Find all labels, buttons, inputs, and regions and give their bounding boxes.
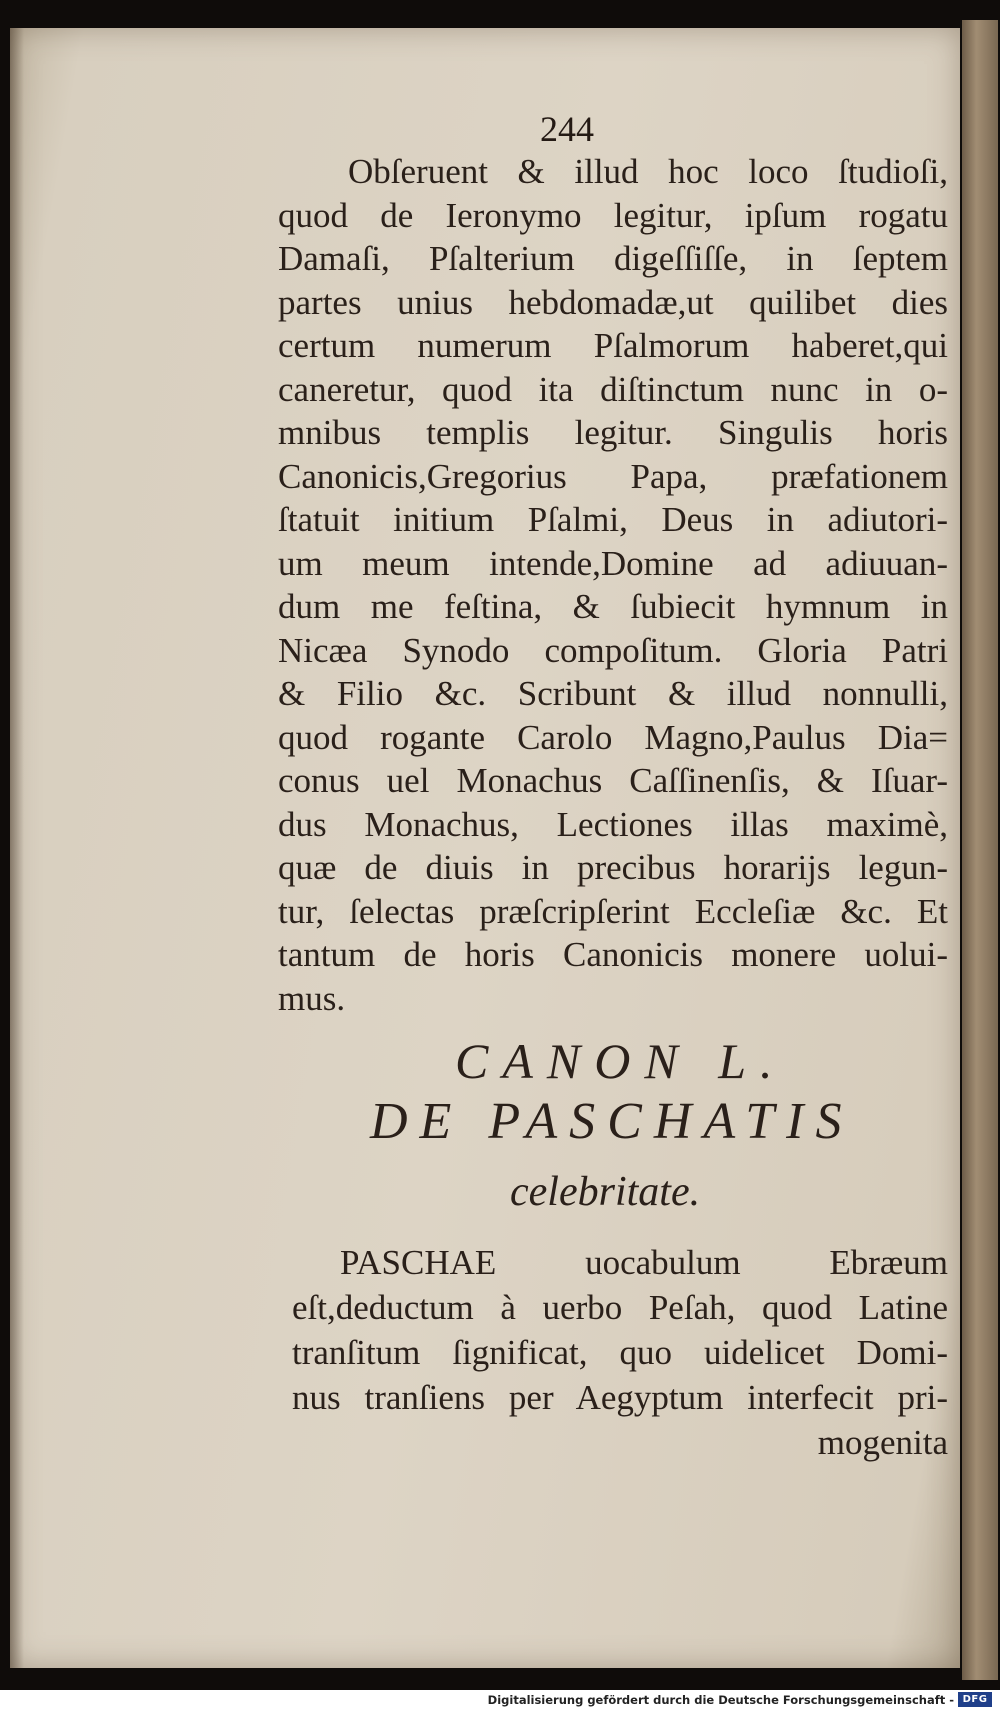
text-line: certum numerum Pſalmorum haberet,qui [278, 326, 948, 365]
text-line: dum me feſtina, & ſubiecit hymnum in [278, 587, 948, 626]
text-line: PASCHAE uocabulum Ebræum [340, 1243, 948, 1282]
second-paragraph [292, 1240, 948, 1465]
text-line: Obſeruent & illud hoc loco ſtudioſi, [348, 152, 948, 191]
section-subheading: celebritate. [510, 1169, 701, 1215]
text-line: conus uel Monachus Caſſinenſis, & Iſuar- [278, 761, 948, 800]
page-edge [962, 20, 998, 1680]
spine-shadow [10, 28, 24, 1668]
dfg-logo: DFG [958, 1692, 992, 1707]
text-line: ſtatuit initium Pſalmi, Deus in adiutori- [278, 500, 948, 539]
text-line: um meum intende,Domine ad adiuuan- [278, 543, 948, 583]
text-line: partes unius hebdomadæ,ut quilibet dies [278, 282, 948, 322]
text-line: tranſitum ſignificat, quo uidelicet Domi- [292, 1333, 948, 1372]
canon-heading: CANON L. [455, 1033, 787, 1089]
digitization-footer [0, 1690, 1000, 1712]
text-line: quod rogante Carolo Magno,Paulus Dia= [278, 717, 948, 757]
text-line: quæ de diuis in precibus horarijs legun- [278, 848, 948, 887]
text-line: mus. [278, 978, 346, 1018]
text-line: nus tranſiens per Aegyptum interfecit pri- [292, 1378, 948, 1417]
text-line: Damaſi, Pſalterium digeſſiſſe, in ſeptem [278, 239, 948, 278]
footer-credit: Digitalisierung gefördert durch die Deutsche Forschungsgemeinschaft - [487, 1693, 954, 1707]
text-line: mnibus templis legitur. Singulis horis [278, 413, 948, 452]
text-line: dus Monachus, Lectiones illas maximè, [278, 804, 948, 844]
text-line: tur, ſelectas præſcripſerint Eccleſiæ &c. Et [278, 891, 948, 931]
text-line: tantum de horis Canonicis monere uolui- [278, 935, 948, 974]
text-line: quod de Ieronymo legitur, ipſum rogatu [278, 195, 948, 235]
section-heading: DE PASCHATIS [370, 1093, 854, 1150]
page-number: 244 [540, 109, 594, 149]
main-paragraph [278, 150, 948, 1020]
text-line: Nicæa Synodo compoſitum. Gloria Patri [278, 630, 948, 670]
text-line: Canonicis,Gregorius Papa, præfationem [278, 456, 948, 496]
catchword: mogenita [817, 1423, 948, 1462]
text-line: caneretur, quod ita diſtinctum nunc in o- [278, 369, 948, 409]
text-line: eſt,deductum à uerbo Peſah, quod Latine [292, 1288, 948, 1327]
text-line: & Filio &c. Scribunt & illud nonnulli, [278, 674, 948, 713]
